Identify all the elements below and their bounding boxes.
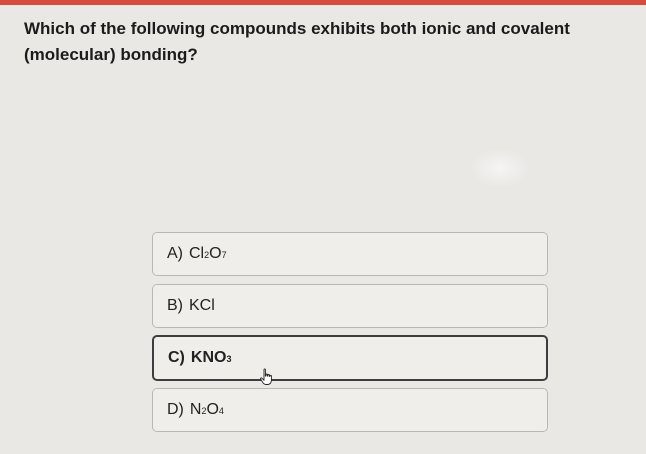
option-b[interactable] xyxy=(152,284,548,328)
option-letter: C) xyxy=(168,349,185,366)
option-letter: B) xyxy=(167,297,183,314)
option-formula: KNO 3 xyxy=(190,349,232,366)
question-text: Which of the following compounds exhibits both ionic and covalent (molecular) bonding? xyxy=(24,19,570,64)
option-formula: KCl xyxy=(189,297,215,314)
option-letter: D) xyxy=(167,401,184,418)
option-letter: A) xyxy=(167,245,183,262)
option-d[interactable] xyxy=(152,388,548,432)
hand-pointer-icon xyxy=(258,368,276,386)
option-a[interactable] xyxy=(152,232,548,276)
option-formula: Cl 2 O 7 xyxy=(189,245,227,262)
option-c[interactable] xyxy=(152,335,548,381)
option-formula: N 2 O 4 xyxy=(189,401,224,418)
top-accent-bar xyxy=(0,0,646,5)
screen-glare xyxy=(470,148,530,188)
